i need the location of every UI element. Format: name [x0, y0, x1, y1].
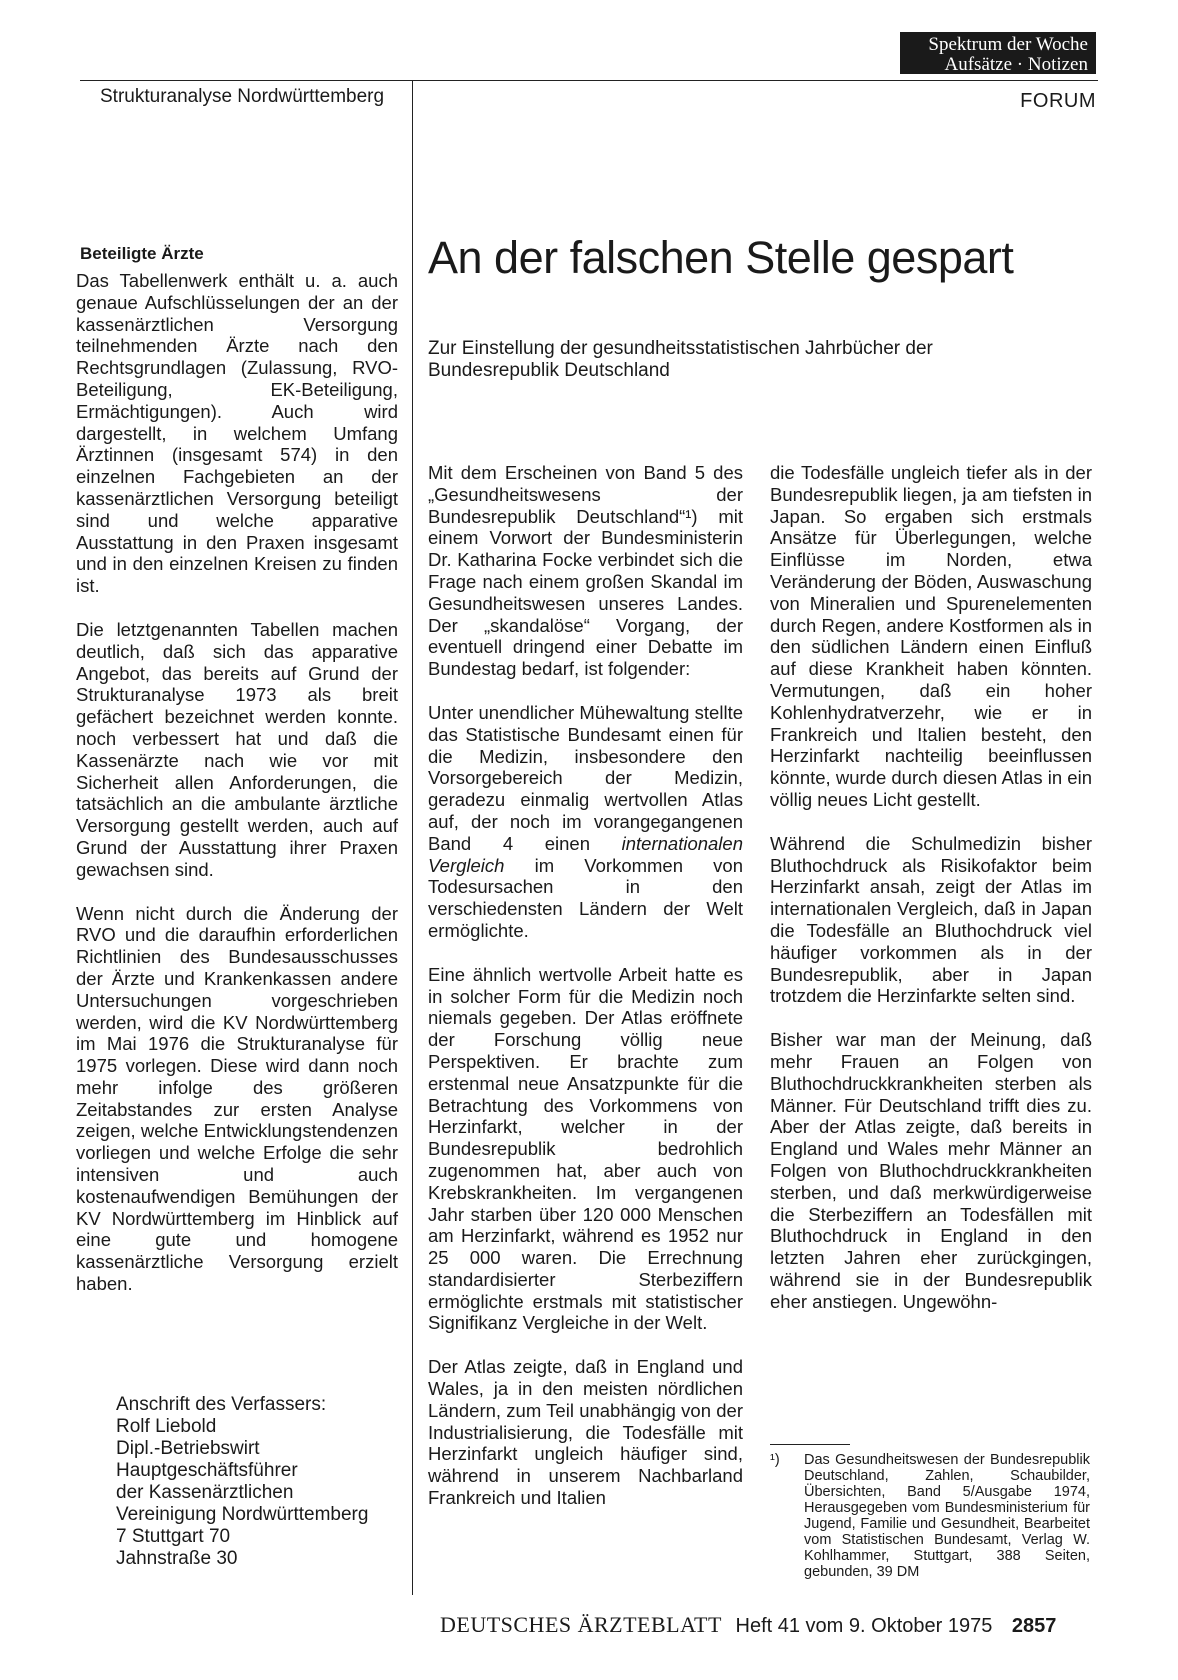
text-run: Unter unendlicher Mühewaltung stellte das Statistische Bundesamt einen für die Medizin, insbesondere den Vorsorgebereich der Medizin, geradezu einmalig wertvollen Atlas auf, der noch im vorangegangenen Band 4 einen	[428, 701, 743, 854]
article-subtitle: Zur Einstellung der gesundheitsstatistischen Jahrbücher der Bundesrepublik Deutschland	[428, 338, 933, 381]
journal-name: DEUTSCHES ÄRZTEBLATT	[440, 1612, 722, 1637]
middle-column	[428, 462, 743, 1531]
emphasis: internationalen Vergleich	[428, 832, 743, 876]
badge-line-2: Aufsätze · Notizen	[944, 54, 1088, 75]
address-line: Jahnstraße 30	[116, 1548, 238, 1569]
right-paragraph: Während die Schulmedizin bisher Bluthochdruck als Risikofaktor beim Herzinfarkt ansah, zeigt der Atlas im internationalen Vergleich, daß in Japan die Todesfälle an Bluthochdruck viel häufiger vorkommen als in der Bundesrepublik, aber in Japan trotzdem die Herzinfarkte selten sind.	[770, 832, 1092, 1007]
page-footer	[440, 1612, 1056, 1638]
footnote-text: Das Gesundheitswesen der Bundesrepublik Deutschland, Zahlen, Schaubilder, Übersichten, Band 5/Ausgabe 1974, Herausgegeben vom Bundesministerium für Jugend, Familie und Gesundheit, Bearbeitet vom Statistischen Bundesamt, Verlag W. Kohlhammer, Stuttgart, 388 Seiten, gebunden, 39 DM	[804, 1452, 1090, 1580]
right-paragraph: die Todesfälle ungleich tiefer als in der Bundesrepublik liegen, ja am tiefsten in Japan. So ergaben sich erstmals Ansätze für Überlegungen, welche Einflüsse im Norden, etwa Veränderung der Böden, Auswaschung von Mineralien und Spurenelementen durch Regen, andere Kostformen als in den südlichen Ländern einen Einfluß auf diese Krankheit haben könnten. Vermutungen, daß ein hoher Kohlenhydratverzehr, wie er in Frankreich und Italien besteht, den Herzinfarkt nachteilig beeinflussen könnte, wurde durch diesen Atlas in ein völlig neues Licht gestellt.	[770, 462, 1092, 810]
text-run: im Vorkommen von Todesursachen in den verschiedensten Ländern der Welt ermöglichte.	[428, 854, 743, 941]
footnote	[770, 1452, 1090, 1580]
address-line: Vereinigung Nordwürttemberg	[116, 1504, 369, 1525]
footnote-mark: ¹)	[770, 1452, 780, 1468]
left-paragraph: Wenn nicht durch die Änderung der RVO und die daraufhin erforderlichen Richtlinien des Bundesausschusses der Ärzte und Krankenkassen andere Untersuchungen vorgeschrieben werden, wird die KV Nordwürttemberg im Mai 1976 die Strukturanalyse für 1975 vorlegen. Diese wird dann noch mehr infolge des größeren Zeitabstandes zur ersten Analyse zeigen, welche Entwicklungstendenzen vorliegen und welche Erfolge die sehr intensiven und auch kostenaufwendigen Bemühungen der KV Nordwürttemberg im Hinblick auf eine gute und homogene kassenärztliche Versorgung erzielt haben.	[76, 902, 398, 1295]
mid-paragraph: Eine ähnlich wertvolle Arbeit hatte es in solcher Form für die Medizin noch niemals gegeben. Der Atlas eröffnete der Forschung völlig neue Perspektiven. Er brachte zum erstenmal neue Ansatzpunkte für die Betrachtung des Vorkommens von Herzinfarkt, welcher in der Bundesrepublik bedrohlich zugenommen hat, aber auch von Krebskrankheiten. Im vergangenen Jahr starben über 120 000 Menschen am Herzinfarkt, während es 1952 nur 25 000 waren. Die Errechnung standardisierter Sterbeziffern ermöglichte erstmals mit statistischer Signifikanz Vergleiche in der Welt.	[428, 963, 743, 1334]
address-line: Hauptgeschäftsführer	[116, 1460, 298, 1481]
right-column	[770, 462, 1092, 1334]
mid-paragraph: Mit dem Erscheinen von Band 5 des „Gesundheitswesens der Bundesrepublik Deutschland“¹) mit einem Vorwort der Bundesministerin Dr. Katharina Focke verbindet sich die Frage nach einem großen Skandal im Gesundheitswesen unseres Landes. Der „skandalöse“ Vorgang, der eventuell dringend einer Debatte im Bundestag bedarf, ist folgender:	[428, 462, 743, 680]
article-title: An der falschen Stelle gespart	[428, 232, 1014, 283]
address-line: 7 Stuttgart 70	[116, 1526, 231, 1547]
footnote-rule	[770, 1444, 850, 1445]
column-divider	[412, 80, 413, 1595]
mid-paragraph-atlas	[428, 702, 743, 942]
running-head-left: Strukturanalyse Nordwürttemberg	[100, 86, 385, 107]
section-badge	[900, 32, 1096, 74]
address-line: der Kassenärztlichen	[116, 1482, 294, 1503]
running-head-right: FORUM	[1020, 90, 1096, 112]
left-column	[76, 270, 398, 1317]
address-line: Dipl.-Betriebswirt	[116, 1438, 260, 1459]
right-paragraph: Bisher war man der Meinung, daß mehr Frauen an Folgen von Bluthochdruckkrankheiten sterben als Männer. Für Deutschland trifft dies zu. Aber der Atlas zeigte, daß bereits in England und Wales mehr Männer an Folgen von Bluthochdruckkrankheiten sterben, und daß merkwürdigerweise die Sterbeziffern an Todesfällen mit Bluthochdruck in England in den letzten Jahren eher zurückgingen, während sie in der Bundesrepublik eher anstiegen. Ungewöhn-	[770, 1029, 1092, 1312]
page-number: 2857	[1011, 1615, 1057, 1637]
top-rule	[80, 80, 1098, 81]
mid-paragraph: Der Atlas zeigte, daß in England und Wales, ja in den meisten nördlichen Ländern, zum Teil unabhängig von der Industrialisierung, die Todesfälle mit Herzinfarkt ungleich häufiger sind, während in unserem Nachbarland Frankreich und Italien	[428, 1356, 743, 1509]
address-line: Rolf Liebold	[116, 1416, 217, 1437]
address-line: Anschrift des Verfassers:	[116, 1394, 327, 1415]
left-paragraph: Das Tabellenwerk enthält u. a. auch genaue Aufschlüsselungen der an der kassenärztlichen Versorgung teilnehmenden Ärzte nach den Rechtsgrundlagen (Zulassung, RVO-Beteiligung, EK-Beteiligung, Ermächtigungen). Auch wird dargestellt, in welchem Umfang Ärztinnen (insgesamt 574) in den einzelnen Fachgebieten an der kassenärztlichen Versorgung beteiligt sind und welche apparative Ausstattung in den Praxen insgesamt und in den einzelnen Kreisen zu finden ist.	[76, 270, 398, 597]
badge-line-1: Spektrum der Woche	[928, 34, 1088, 55]
author-address	[116, 1394, 368, 1570]
left-heading: Beteiligte Ärzte	[80, 244, 204, 263]
left-paragraph: Die letztgenannten Tabellen machen deutlich, daß sich das apparative Angebot, das bereits auf Grund der Strukturanalyse 1973 als breit gefächert bezeichnet werden konnte. noch verbessert hat und daß die Kassenärzte nach wie vor mit Sicherheit allen Anforderungen, die tatsächlich an die ambulante ärztliche Versorgung gestellt werden, auch auf Grund der Ausstattung ihrer Praxen gewachsen sind.	[76, 618, 398, 880]
issue-info: Heft 41 vom 9. Oktober 1975	[735, 1615, 993, 1637]
